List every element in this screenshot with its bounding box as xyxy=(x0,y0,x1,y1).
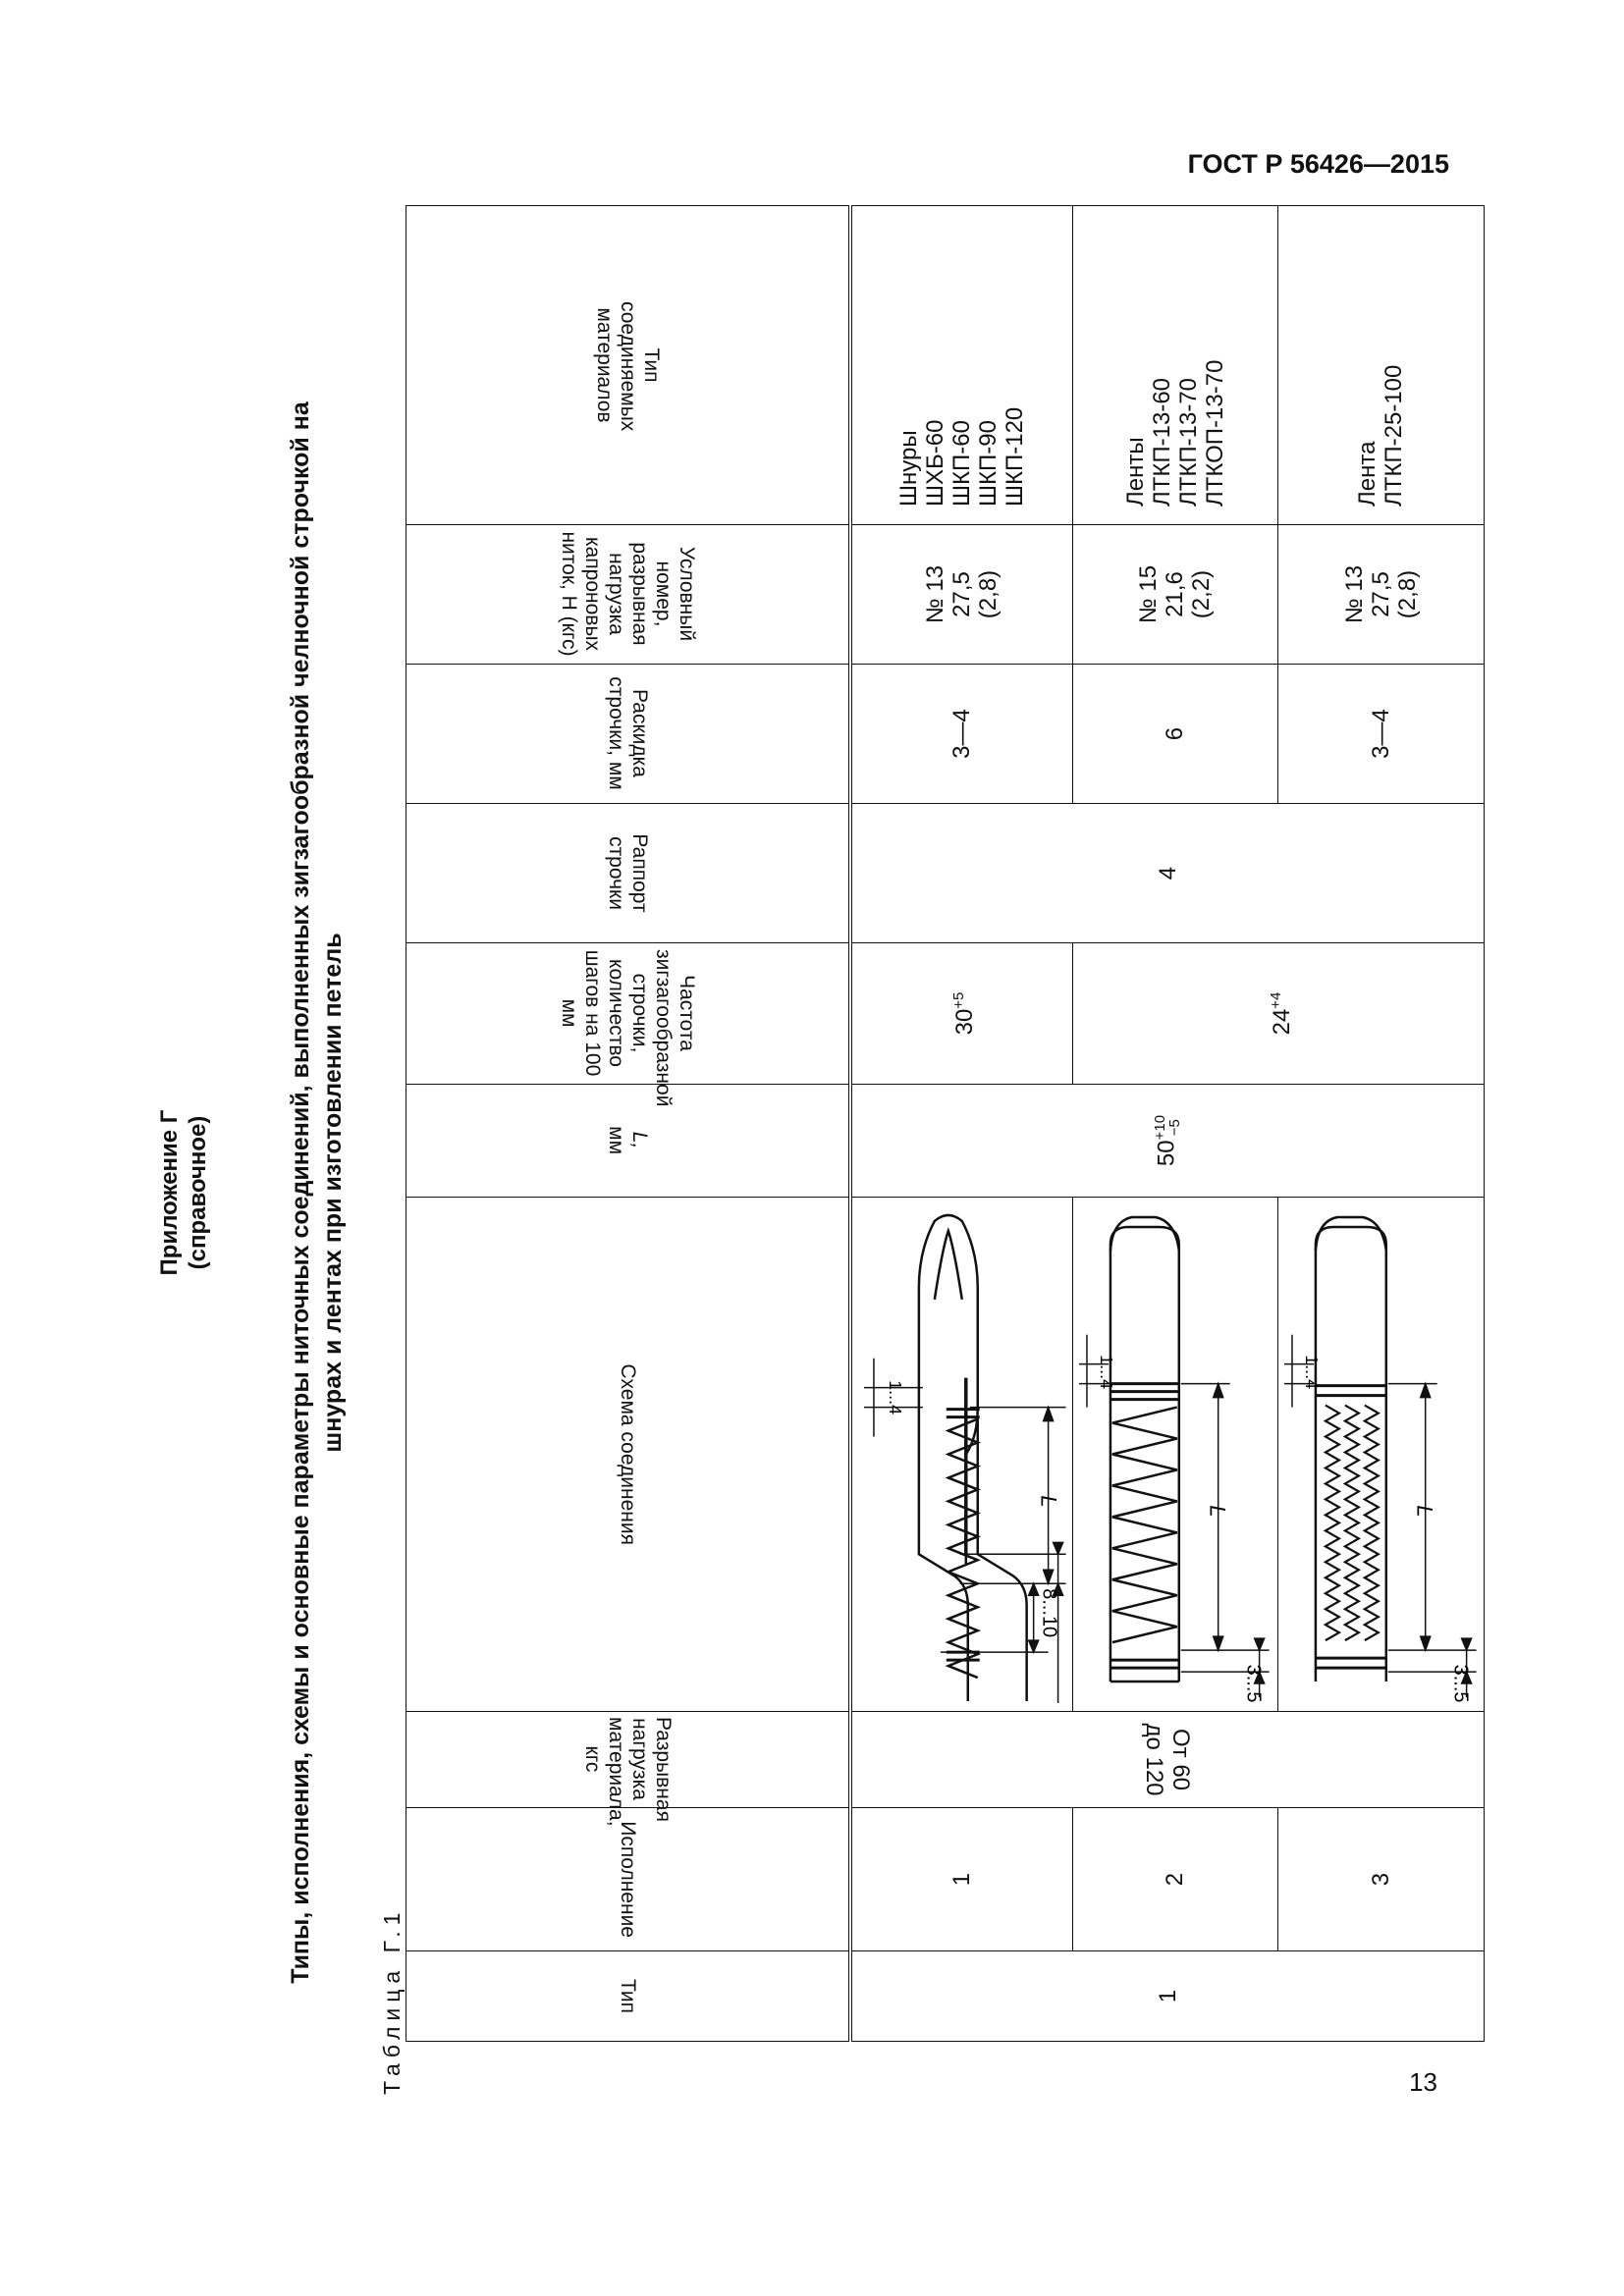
scheme-diagram-tape xyxy=(1073,1198,1277,1711)
dim-label-1-4: 1...4 xyxy=(1097,1355,1117,1390)
cell-thread-2: № 15 21,6 (2,2) xyxy=(1073,525,1278,665)
standard-header: ГОСТ Р 56426—2015 xyxy=(1187,149,1449,179)
cell-scheme-1 xyxy=(850,1198,1073,1712)
cell-thread-3: № 13 27,5 (2,8) xyxy=(1277,525,1485,665)
dim-label-3-5: 3...5 xyxy=(1242,1664,1265,1703)
cell-type: 1 xyxy=(850,1951,1485,2042)
cell-scheme-2 xyxy=(1073,1198,1278,1712)
dim-label-8-10: 8...10 xyxy=(1038,1588,1060,1638)
col-header-spread: Раскидка строчки, мм xyxy=(406,665,850,804)
dim-label-L: L xyxy=(1205,1505,1230,1518)
cell-variant: 3 xyxy=(1277,1808,1485,1951)
dim-label-1-4: 1...4 xyxy=(1301,1355,1322,1390)
scheme-diagram-wide-tape xyxy=(1278,1198,1485,1711)
table-caption-line2: шнурах и лентах при изготовлении петель xyxy=(319,933,347,1453)
cell-thread-1: № 13 27,5 (2,8) xyxy=(850,525,1073,665)
cell-spread-1: 3—4 xyxy=(850,665,1073,804)
page-number: 13 xyxy=(1409,2067,1437,2097)
col-header-break-load: Разрывная нагрузка материала, кгс xyxy=(406,1712,850,1808)
dim-label-1-4: 1...4 xyxy=(885,1380,905,1415)
scheme-diagram-cord xyxy=(852,1198,1073,1711)
cell-materials-1: Шнуры ШХБ-60 ШКП-60 ШКП-90 ШКП-120 xyxy=(850,206,1073,525)
appendix-subtitle: (справочное) xyxy=(185,1115,211,1270)
col-header-L: L, мм xyxy=(406,1085,850,1198)
rotated-table-block xyxy=(106,265,1472,2120)
appendix-title: Приложение Г xyxy=(156,1109,183,1276)
cell-variant: 2 xyxy=(1073,1808,1278,1951)
table-row xyxy=(850,206,1073,2042)
cell-frequency-1: $30^{+5}$ xyxy=(850,943,1073,1085)
table-caption-line1: Типы, исполнения, схемы и основные параметры ниточных соединений, выполненных зигзагообразной челночной строчкой на xyxy=(287,401,314,1984)
cell-L: 50 +10 −5 xyxy=(850,1085,1485,1198)
col-header-type: Тип xyxy=(406,1951,850,2042)
col-header-materials: Тип соединяемых материалов xyxy=(406,206,850,525)
header-row xyxy=(406,206,850,2042)
col-header-thread: Условный номер, разрывная нагрузка капроновых ниток, Н (кгс) xyxy=(406,525,850,665)
col-header-frequency: Частота зигзагообразной строчки, количество шагов на 100 мм xyxy=(406,943,850,1085)
cell-break-load: От 60 до 120 xyxy=(850,1712,1485,1808)
dim-label-L: L xyxy=(1036,1495,1061,1508)
cell-scheme-3 xyxy=(1277,1198,1485,1712)
col-header-rapport: Раппорт строчки xyxy=(406,804,850,943)
col-header-scheme: Схема соединения xyxy=(406,1198,850,1712)
cell-materials-3: Лента ЛТКП-25-100 xyxy=(1277,206,1485,525)
cell-materials-2: Ленты ЛТКП-13-60 ЛТКП-13-70 ЛТКОП-13-70 xyxy=(1073,206,1278,525)
parameters-table xyxy=(406,205,1485,2042)
cell-frequency-2: $24^{+4}$ xyxy=(1073,943,1485,1085)
cell-spread-3: 3—4 xyxy=(1277,665,1485,804)
dim-label-L: L xyxy=(1412,1505,1437,1518)
col-header-variant: Исполнение xyxy=(406,1808,850,1951)
cell-variant: 1 xyxy=(850,1808,1073,1951)
cell-rapport: 4 xyxy=(850,804,1485,943)
dim-label-3-5: 3...5 xyxy=(1449,1664,1472,1703)
table-label: Таблица Г.1 xyxy=(379,1906,405,2095)
cell-spread-2: 6 xyxy=(1073,665,1278,804)
